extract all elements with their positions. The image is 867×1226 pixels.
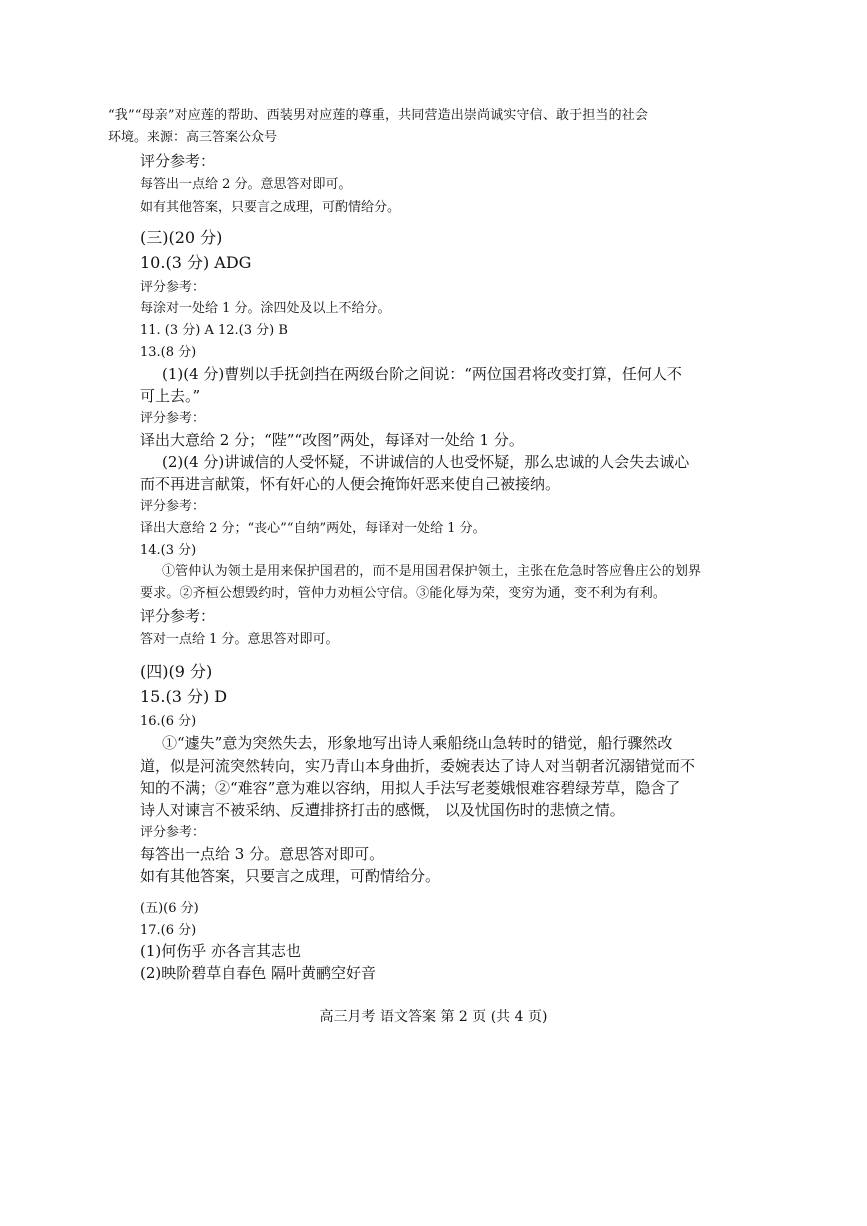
scoring-note: 每涂对一处给 1 分。涂四处及以上不给分。 [140,301,391,316]
question-11-12: 11. (3 分) A 12.(3 分) B [140,323,288,338]
question-10: 10.(3 分) ADG [140,253,252,272]
answer-14-line: 要求。②齐桓公想毁约时，管仲力劝桓公守信。③能化辱为荣，变穷为通，变不利为有利。 [140,586,667,601]
intro-line-1: “我”“母亲”对应莲的帮助、西装男对应莲的尊重，共同营造出崇尚诚实守信、敢于担当的社会 [108,108,649,123]
answer-13-1-line: 可上去。” [140,387,201,405]
scoring-note: 每答出一点给 2 分。意思答对即可。 [140,177,352,192]
scoring-note: 如有其他答案，只要言之成理，可酌情给分。 [140,200,401,215]
scoring-label: 评分参考： [140,152,216,170]
answer-13-2-line: (2)(4 分)讲诚信的人受怀疑，不讲诚信的人也受怀疑，那么忠诚的人会失去诚心 [162,453,690,471]
scoring-label: 评分参考： [140,411,206,426]
scoring-label: 评分参考： [140,825,206,840]
answer-14-line: ①管仲认为领土是用来保护国君的，而不是用国君保护领土，主张在危急时答应鲁庄公的划界 [162,564,702,579]
question-17: 17.(6 分) [140,923,197,938]
section-heading-5: (五)(6 分) [140,901,199,916]
page-footer: 高三月考 语文答案 第 2 页 (共 4 页) [319,1009,548,1025]
question-14: 14.(3 分) [140,543,197,558]
scoring-note: 答对一点给 1 分。意思答对即可。 [140,632,339,647]
answer-17-2: (2)映阶碧草自春色 隔叶黄鹂空好音 [140,964,377,982]
question-15: 15.(3 分) D [140,687,228,706]
scoring-note: 译出大意给 2 分；“丧心”“自纳”两处，每译对一处给 1 分。 [140,521,486,536]
scoring-label: 评分参考： [140,280,206,295]
scoring-label: 评分参考： [140,499,206,514]
answer-16-line: 道，似是河流突然转向，实乃青山本身曲折，委婉表达了诗人对当朝者沉溺错觉而不 [140,757,696,775]
answer-16-line: 诗人对谏言不被采纳、反遭排挤打击的感慨， 以及忧国伤时的悲愤之情。 [140,801,625,819]
section-heading-3: (三)(20 分) [140,228,223,247]
intro-line-2: 环境。来源：高三答案公众号 [108,130,278,145]
section-heading-4: (四)(9 分) [140,662,213,681]
answer-16-line: ①“遽失”意为突然失去，形象地写出诗人乘船绕山急转时的错觉，船行骤然改 [162,734,673,752]
scoring-note: 译出大意给 2 分；“陛”“改图”两处，每译对一处给 1 分。 [140,431,524,449]
scoring-note: 每答出一点给 3 分。意思答对即可。 [140,845,385,863]
answer-13-2-line: 而不再进言献策，怀有奸心的人便会掩饰奸恶来使自己被接纳。 [140,475,561,493]
question-13: 13.(8 分) [140,345,197,360]
scoring-label: 评分参考： [140,607,216,625]
answer-13-1-line: (1)(4 分)曹刿以手抚剑挡在两级台阶之间说：“两位国君将改变打算，任何人不 [162,365,682,383]
question-16: 16.(6 分) [140,714,197,729]
answer-16-line: 知的不满；②“难容”意为难以容纳，用拟人手法写老菱娥恨难容碧绿芳草，隐含了 [140,779,681,797]
answer-17-1: (1)何伤乎 亦各言其志也 [140,942,302,960]
scoring-note: 如有其他答案，只要言之成理，可酌情给分。 [140,867,441,885]
